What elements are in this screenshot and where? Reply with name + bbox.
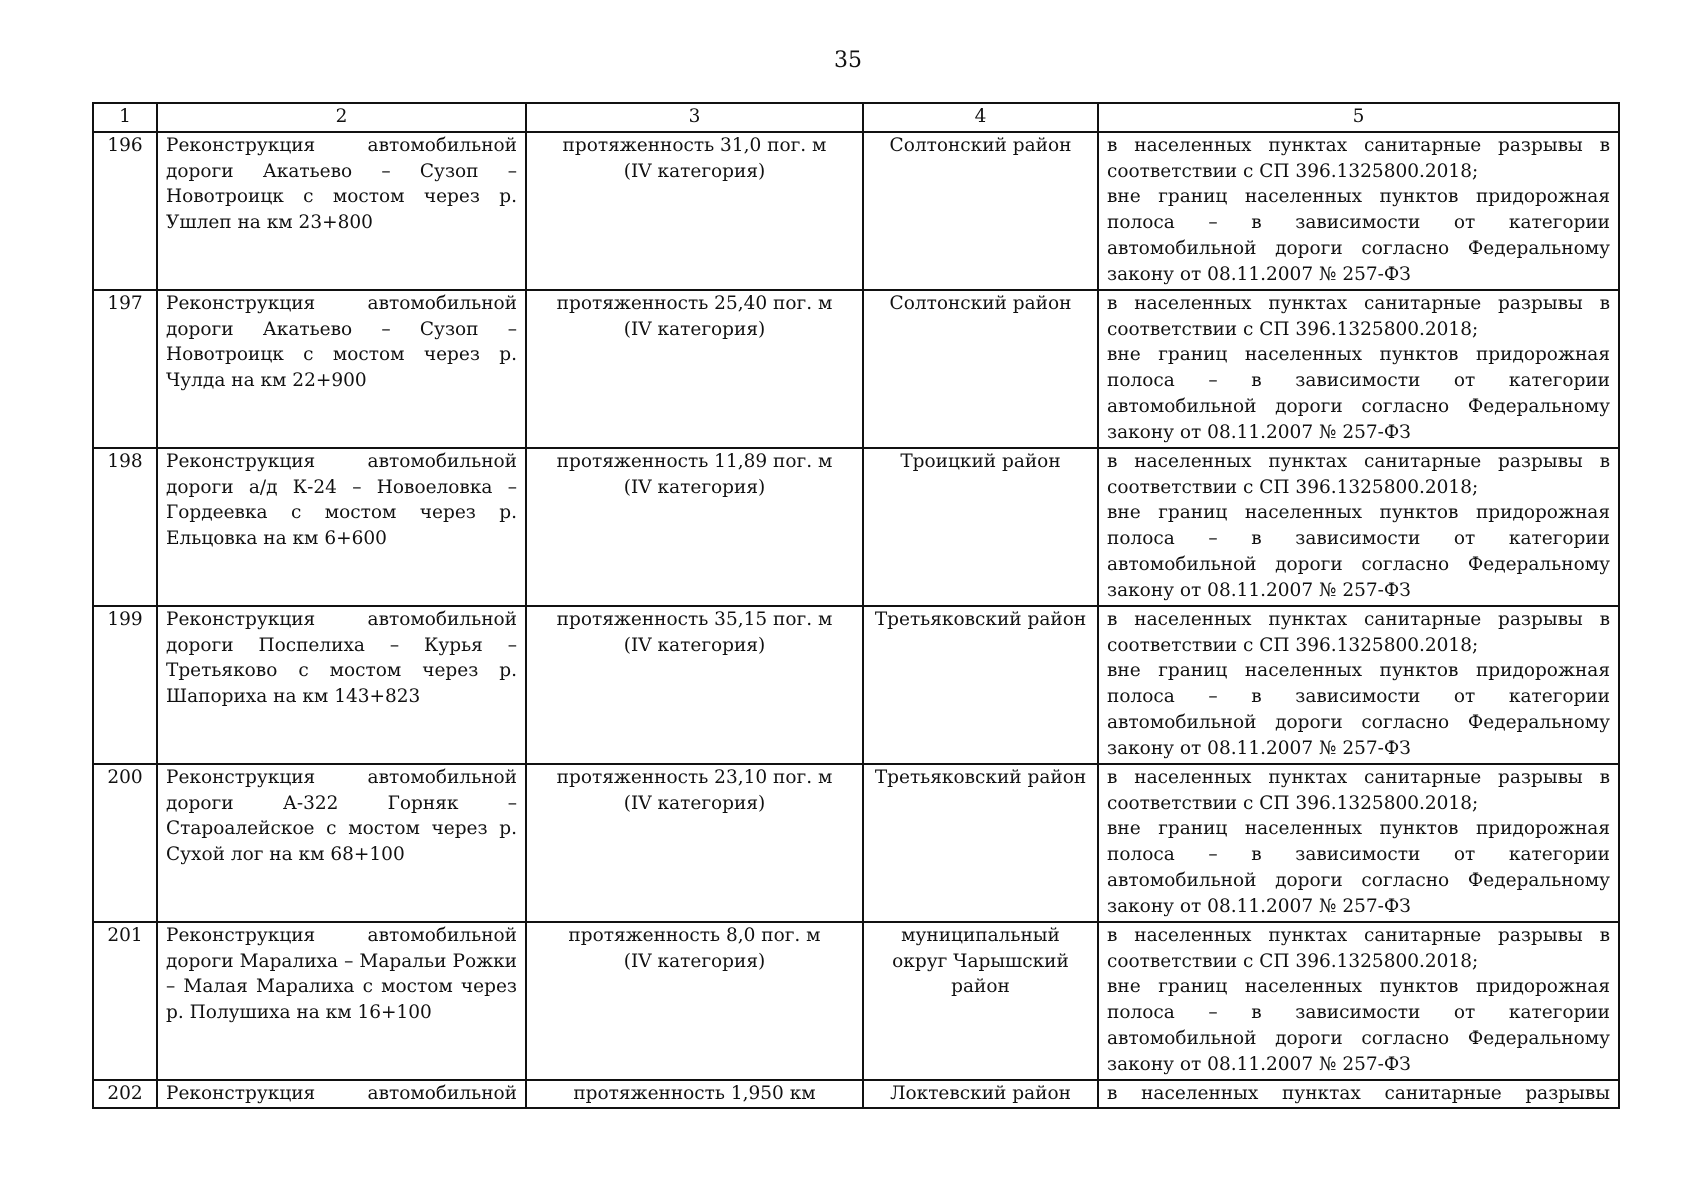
zone-settlements-text: в населенных пунктах санитарные разрывы в соответствии с СП 396.1325800.2018; xyxy=(1107,451,1610,498)
zone-settlements-text: в населенных пунктах санитарные разрывы в соответствии с СП 396.1325800.2018; xyxy=(1107,925,1610,972)
object-characteristics xyxy=(526,448,863,606)
table-row xyxy=(93,764,1619,922)
district-name: Локтевский район xyxy=(863,1080,1098,1108)
district-name: Солтонский район xyxy=(863,290,1098,448)
zone-description xyxy=(1098,764,1619,922)
district-name: муниципальный округ Чарышский район xyxy=(863,922,1098,1080)
zone-description xyxy=(1098,290,1619,448)
zone-settlements-text: в населенных пунктах санитарные разрывы в соответствии с СП 396.1325800.2018; xyxy=(1107,135,1610,182)
table-row xyxy=(93,290,1619,448)
object-name: Реконструкция автомобильной дороги Поспелиха – Курья – Третьяково с мостом через р. Шапориха на км 143+823 xyxy=(157,606,526,764)
zone-description xyxy=(1098,1080,1619,1108)
object-name: Реконструкция автомобильной дороги Акатьево – Сузоп – Новотроицк с мостом через р. Ушлеп на км 23+800 xyxy=(157,132,526,290)
road-category: (IV категория) xyxy=(623,950,766,972)
header-col-4: 4 xyxy=(863,103,1098,132)
row-number: 198 xyxy=(93,448,157,606)
table-header-row xyxy=(93,103,1619,132)
object-name-text: Реконструкция автомобильной xyxy=(166,1083,517,1104)
zone-settlements-text: в населенных пунктах санитарные разрывы в соответствии с СП 396.1325800.2018; xyxy=(1107,293,1610,340)
zone-description xyxy=(1098,922,1619,1080)
district-name: Солтонский район xyxy=(863,132,1098,290)
road-category: (IV категория) xyxy=(623,318,766,340)
zone-settlements-text: в населенных пунктах санитарные разрывы xyxy=(1107,1083,1610,1104)
zone-description xyxy=(1098,606,1619,764)
object-characteristics xyxy=(526,132,863,290)
zone-roadside-text: вне границ населенных пунктов придорожная полоса – в зависимости от категории автомобильной дороги согласно Федеральному закону от 08.11.2007 № 257-ФЗ xyxy=(1107,344,1610,443)
road-category: (IV категория) xyxy=(623,476,766,498)
length-value: протяженность 11,89 пог. м xyxy=(556,451,833,472)
table-row xyxy=(93,448,1619,606)
zone-roadside-text: вне границ населенных пунктов придорожная полоса – в зависимости от категории автомобильной дороги согласно Федеральному закону от 08.11.2007 № 257-ФЗ xyxy=(1107,818,1610,917)
row-number: 199 xyxy=(93,606,157,764)
header-col-3: 3 xyxy=(526,103,863,132)
header-col-2: 2 xyxy=(157,103,526,132)
zone-description xyxy=(1098,448,1619,606)
table-row xyxy=(93,132,1619,290)
district-name: Троицкий район xyxy=(863,448,1098,606)
object-characteristics xyxy=(526,290,863,448)
zone-roadside-text: вне границ населенных пунктов придорожная полоса – в зависимости от категории автомобильной дороги согласно Федеральному закону от 08.11.2007 № 257-ФЗ xyxy=(1107,976,1610,1075)
row-number: 196 xyxy=(93,132,157,290)
row-number: 200 xyxy=(93,764,157,922)
road-category: (IV категория) xyxy=(623,792,766,814)
row-number: 202 xyxy=(93,1080,157,1108)
zone-roadside-text: вне границ населенных пунктов придорожная полоса – в зависимости от категории автомобильной дороги согласно Федеральному закону от 08.11.2007 № 257-ФЗ xyxy=(1107,186,1610,285)
page-number: 35 xyxy=(834,48,862,73)
object-characteristics xyxy=(526,764,863,922)
zone-roadside-text: вне границ населенных пунктов придорожная полоса – в зависимости от категории автомобильной дороги согласно Федеральному закону от 08.11.2007 № 257-ФЗ xyxy=(1107,502,1610,601)
object-characteristics xyxy=(526,606,863,764)
object-characteristics xyxy=(526,922,863,1080)
header-col-1: 1 xyxy=(93,103,157,132)
road-category: (IV категория) xyxy=(623,160,766,182)
length-value: протяженность 35,15 пог. м xyxy=(556,609,833,630)
length-value: протяженность 25,40 пог. м xyxy=(556,293,833,314)
length-value: протяженность 31,0 пог. м xyxy=(562,135,827,156)
object-name: Реконструкция автомобильной дороги а/д К-24 – Новоеловка – Гордеевка с мостом через р. Ельцовка на км 6+600 xyxy=(157,448,526,606)
zone-settlements-text: в населенных пунктах санитарные разрывы в соответствии с СП 396.1325800.2018; xyxy=(1107,609,1610,656)
road-category: (IV категория) xyxy=(623,634,766,656)
table-row xyxy=(93,922,1619,1080)
district-name: Третьяковский район xyxy=(863,606,1098,764)
district-name: Третьяковский район xyxy=(863,764,1098,922)
row-number: 201 xyxy=(93,922,157,1080)
header-col-5: 5 xyxy=(1098,103,1619,132)
zone-description xyxy=(1098,132,1619,290)
zones-table xyxy=(92,102,1620,1109)
zone-settlements-text: в населенных пунктах санитарные разрывы в соответствии с СП 396.1325800.2018; xyxy=(1107,767,1610,814)
zone-roadside-text: вне границ населенных пунктов придорожная полоса – в зависимости от категории автомобильной дороги согласно Федеральному закону от 08.11.2007 № 257-ФЗ xyxy=(1107,660,1610,759)
table-row-partial xyxy=(93,1080,1619,1108)
length-value: протяженность 1,950 км xyxy=(526,1080,863,1108)
table-row xyxy=(93,606,1619,764)
object-name: Реконструкция автомобильной дороги А-322 Горняк – Староалейское с мостом через р. Сухой лог на км 68+100 xyxy=(157,764,526,922)
object-name xyxy=(157,1080,526,1108)
object-name: Реконструкция автомобильной дороги Акатьево – Сузоп – Новотроицк с мостом через р. Чулда на км 22+900 xyxy=(157,290,526,448)
row-number: 197 xyxy=(93,290,157,448)
length-value: протяженность 23,10 пог. м xyxy=(556,767,833,788)
length-value: протяженность 8,0 пог. м xyxy=(568,925,821,946)
object-name: Реконструкция автомобильной дороги Маралиха – Маральи Рожки – Малая Маралиха с мостом через р. Полушиха на км 16+100 xyxy=(157,922,526,1080)
